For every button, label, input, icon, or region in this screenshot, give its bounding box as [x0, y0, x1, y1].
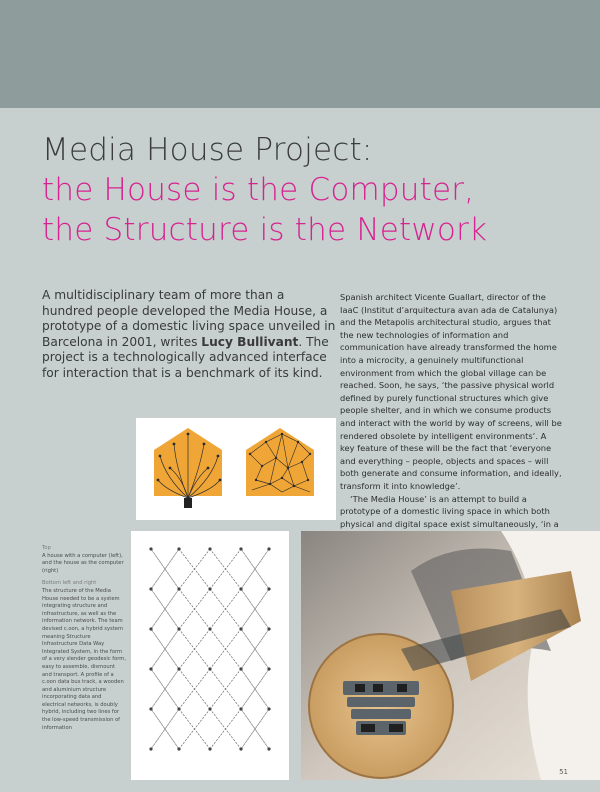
top-band	[0, 0, 600, 108]
lead-text-after: . The project is a technologically advanced interface for interaction that is a benchmark of its kind.	[42, 334, 329, 380]
title-line-3: the Structure is the Network	[42, 212, 488, 248]
house-with-computer-diagram	[154, 428, 222, 508]
author-name: Lucy Bullivant	[201, 334, 299, 349]
body-paragraph-2: ‘The Media House’ is an attempt to build a prototype of a domestic living space in which both physical and digital space exist simultaneously, ‘in a	[340, 493, 559, 529]
title-line-1: Media House Project:	[42, 132, 373, 168]
body-paragraph-1: Spanish architect Vicente Guallart, director of the IaaC (Institut d’arquitectura avan ada de Catalunya) and the Metapolis architectural studio, argues that the new technologies of information and communication have already transformed the home into a microcity, a genuinely multifunctional environment from which the global village can be reached. Soon, he says, ‘the passive physical world defined by purely functional structures which give people shelter, and in which we consume products and interact with the world by way of screens, will be rendered obsolete by intelligent environments’. A key feature of these will be the fact that ‘everyone and everything – people, objects and spaces – will both generate and consume information, and ideally, transform it into knowledge’.	[340, 292, 562, 491]
caption-bottom-heading: Bottom left and right	[42, 580, 97, 587]
house-diagrams	[136, 418, 336, 520]
caption-top-text: A house with a computer (left), and the house as the computer (right)	[42, 552, 124, 574]
house-as-computer-diagram	[246, 428, 314, 496]
page-number: 51	[559, 768, 568, 776]
title-line-2: the House is the Computer,	[42, 172, 475, 208]
data-bus-track-photo	[301, 531, 600, 780]
geodesic-structure-drawing	[131, 531, 289, 780]
lead-paragraph	[42, 288, 338, 382]
body-text	[340, 291, 562, 568]
figure-caption	[42, 545, 126, 737]
article-title	[42, 130, 582, 250]
lead-text-before: A multidisciplinary team of more than a hundred people developed the Media House, a prototype of a domestic living space unveiled in Barcelona in 2001, writes	[42, 288, 336, 349]
caption-top-heading: Top	[42, 545, 51, 551]
caption-bottom-text: The structure of the Media House needed to be a system integrating structure and infrastructure, as well as the information network. The team devised c.oon, a hybrid system meaning Structure Infrastructure Data Way Integrated System, in the form of a very slender geodesic form, easy to assemble, dismount and transport. A profile of a c.oon data bus track, a wooden and aluminium structure incorporating data and electrical networks, is doubly hybrid, including two lines for the low-speed transmission of information	[42, 587, 127, 731]
